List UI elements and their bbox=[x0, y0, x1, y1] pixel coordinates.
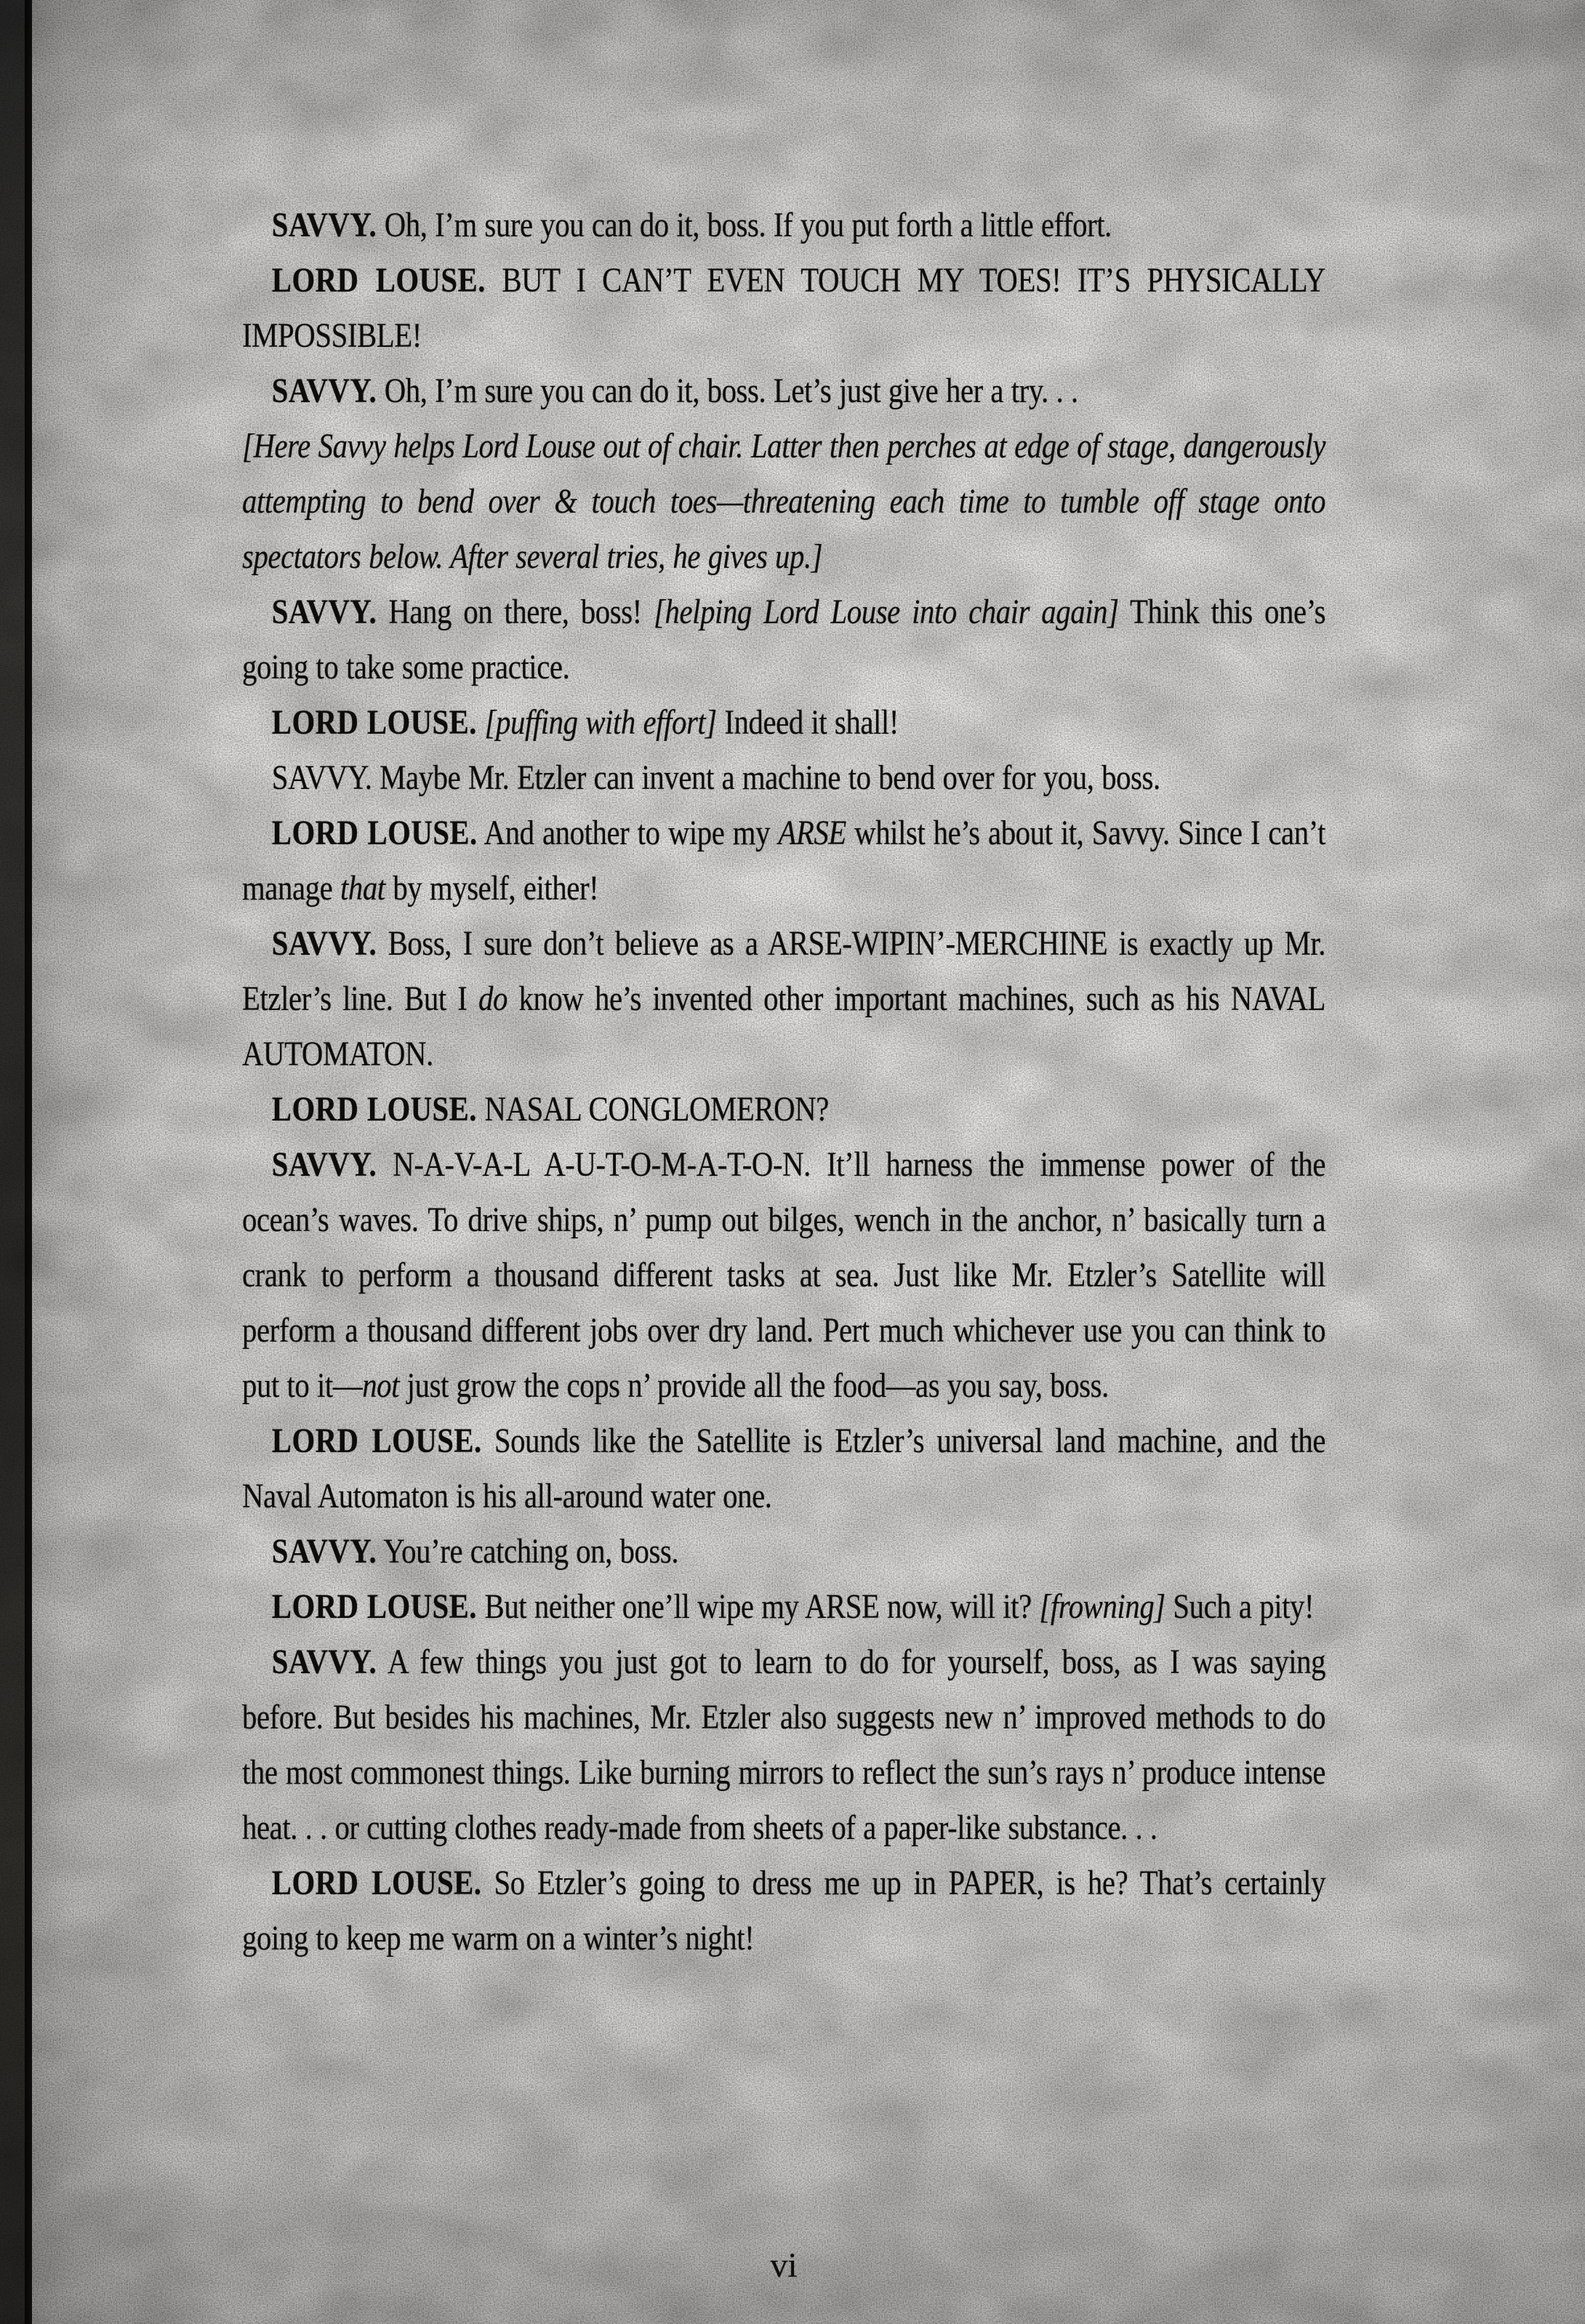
dialogue-text: But neither one’ll wipe my ARSE now, will it? bbox=[476, 1587, 1040, 1626]
stage-direction bbox=[242, 419, 1325, 585]
dialogue-text: by myself, either! bbox=[385, 869, 599, 907]
dialogue-paragraph bbox=[242, 1856, 1325, 1966]
speaker-name: SAVVY. bbox=[271, 924, 377, 963]
speaker-name: SAVVY. bbox=[271, 1643, 377, 1681]
dialogue-paragraph bbox=[242, 1137, 1325, 1414]
dialogue-paragraph bbox=[242, 1414, 1325, 1524]
dialogue-text: You’re catching on, boss. bbox=[377, 1532, 679, 1571]
speaker-name: LORD LOUSE. bbox=[271, 1587, 477, 1626]
dialogue-text: SAVVY. Maybe Mr. Etzler can invent a machine to bend over for you, boss. bbox=[271, 758, 1160, 797]
dialogue-text: NASAL CONGLOMERON? bbox=[476, 1090, 829, 1129]
dialogue-paragraph bbox=[242, 198, 1325, 253]
dialogue-text: Indeed it shall! bbox=[716, 703, 899, 742]
dialogue-text: Think this one’s going to take some practice. bbox=[242, 593, 1326, 686]
dialogue-paragraph bbox=[242, 585, 1325, 695]
italic-text: [Here Savvy helps Lord Louse out of chair. Latter then perches at edge of stage, dangerously attempting to bend over & touch toes—threatening each time to tumble off stage onto spectators below. After several tries, he gives up.] bbox=[242, 427, 1326, 576]
dialogue-text: just grow the cops n’ provide all the food—as you say, boss. bbox=[399, 1366, 1109, 1405]
speaker-name: LORD LOUSE. bbox=[271, 1864, 482, 1902]
page-number: vi bbox=[770, 2246, 798, 2285]
dialogue-paragraph bbox=[242, 916, 1325, 1082]
dialogue-text: N-A-V-A-L A-U-T-O-M-A-T-O-N. It’ll harness the immense power of the ocean’s waves. To drive ships, n’ pump out bilges, wench in the anchor, n’ basically turn a crank to perform a thousand different tasks at sea. Just like Mr. Etzler’s Satellite will perform a thousand different jobs over dry land. Pert much whichever use you can think to put to it— bbox=[242, 1145, 1326, 1405]
italic-text: [frowning] bbox=[1039, 1587, 1165, 1626]
dialogue-text: Hang on there, boss! bbox=[377, 593, 654, 631]
speaker-name: LORD LOUSE. bbox=[271, 703, 477, 742]
dialogue-text: Such a pity! bbox=[1165, 1587, 1315, 1626]
dialogue-text: Boss, I sure don’t believe as a ARSE-WIPIN’-MERCHINE is exactly up Mr. Etzler’s line. But I bbox=[242, 924, 1326, 1018]
dialogue-text: know he’s invented other important machines, such as his NAVAL AUTOMATON. bbox=[242, 979, 1326, 1073]
dialogue-text: And another to wipe my bbox=[477, 814, 779, 852]
dialogue-text: whilst he’s about it, Savvy. Since I can’t manage bbox=[242, 814, 1326, 907]
speaker-name: SAVVY. bbox=[271, 372, 377, 410]
dialogue-paragraph bbox=[242, 253, 1325, 364]
dialogue-paragraph bbox=[242, 750, 1325, 806]
spine-gutter-line bbox=[25, 0, 32, 2324]
dialogue-text: So Etzler’s going to dress me up in PAPER, is he? That’s certainly going to keep me warm on a winter’s night! bbox=[242, 1864, 1326, 1958]
speaker-name: LORD LOUSE. bbox=[271, 1422, 482, 1460]
speaker-name: LORD LOUSE. bbox=[271, 814, 478, 852]
speaker-name: SAVVY. bbox=[271, 1145, 377, 1184]
italic-text: ARSE bbox=[778, 814, 846, 852]
dialogue-text: A few things you just got to learn to do for yourself, boss, as I was saying before. But besides his machines, Mr. Etzler also suggests new n’ improved methods to do the most commonest things. Like burning mirrors to reflect the sun’s rays n’ produce intense heat. . . or cutting clothes ready-made from sheets of a paper-like substance. . . bbox=[242, 1643, 1326, 1847]
italic-text: that bbox=[340, 869, 385, 907]
dialogue-text: BUT I CAN’T EVEN TOUCH MY TOES! IT’S PHYSICALLY IMPOSSIBLE! bbox=[242, 261, 1326, 355]
dialogue-paragraph bbox=[242, 806, 1325, 916]
speaker-name: SAVVY. bbox=[271, 593, 377, 631]
dialogue-paragraph bbox=[242, 364, 1325, 419]
italic-text: [helping Lord Louse into chair again] bbox=[654, 593, 1119, 631]
speaker-name: LORD LOUSE. bbox=[271, 261, 486, 300]
text-block bbox=[242, 198, 1325, 1966]
speaker-name: LORD LOUSE. bbox=[271, 1090, 477, 1129]
dialogue-paragraph bbox=[242, 695, 1325, 750]
dialogue-paragraph bbox=[242, 1082, 1325, 1137]
dialogue-text: Sounds like the Satellite is Etzler’s universal land machine, and the Naval Automaton is his all-around water one. bbox=[242, 1422, 1326, 1515]
dialogue-text: Oh, I’m sure you can do it, boss. Let’s just give her a try. . . bbox=[377, 372, 1078, 410]
dialogue-paragraph bbox=[242, 1579, 1325, 1635]
italic-text: do bbox=[478, 979, 507, 1018]
speaker-name: SAVVY. bbox=[271, 206, 377, 244]
italic-text: not bbox=[362, 1366, 400, 1405]
dialogue-text bbox=[477, 703, 485, 742]
dialogue-text: Oh, I’m sure you can do it, boss. If you put forth a little effort. bbox=[377, 206, 1112, 244]
book-spine-shadow bbox=[0, 0, 25, 2324]
speaker-name: SAVVY. bbox=[271, 1532, 377, 1571]
dialogue-paragraph bbox=[242, 1524, 1325, 1579]
italic-text: [puffing with effort] bbox=[484, 703, 717, 742]
dialogue-paragraph bbox=[242, 1635, 1325, 1856]
